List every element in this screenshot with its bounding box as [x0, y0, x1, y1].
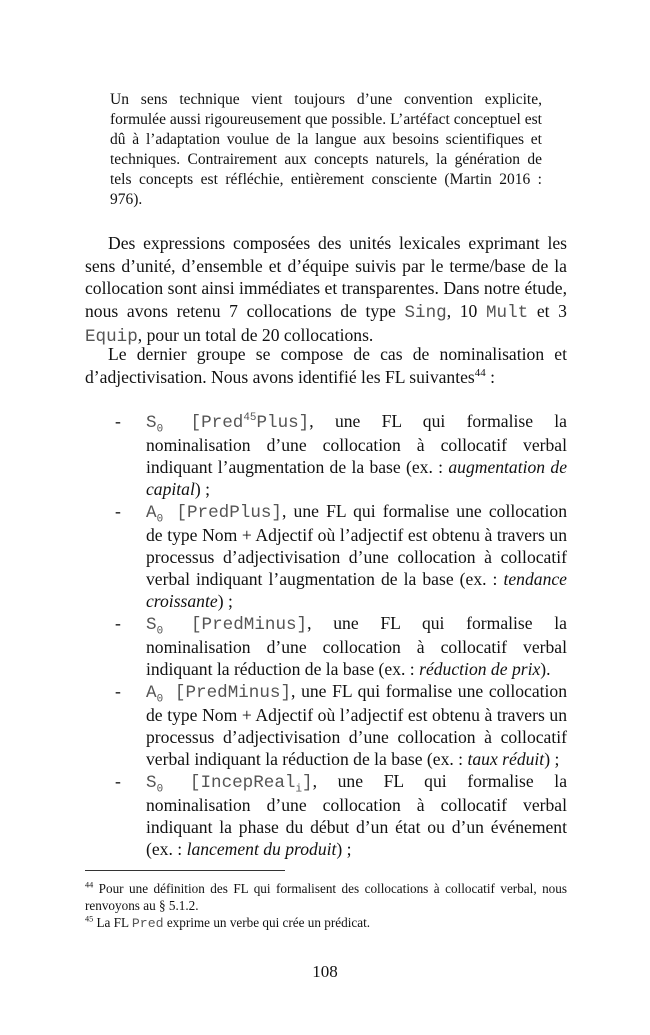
code-pred: Pred	[131, 916, 164, 931]
code-subscript: 0	[156, 513, 164, 526]
code-part: A	[146, 503, 157, 523]
lexical-function-code	[146, 615, 308, 638]
example-term: augmentation de capital	[146, 457, 567, 499]
list-item	[85, 680, 567, 770]
code-part: S	[146, 615, 157, 635]
footnote-divider	[85, 870, 285, 871]
example-term: tendance croissante	[146, 569, 567, 611]
paragraph-collocation-types	[85, 232, 567, 349]
paragraph-text: Des expressions composées des unités lexicales exprimant les sens d’unité, d’ensemble et d’équipe suivis par le terme/base de la collocation sont ainsi immédiates et transparentes. Dans notre étude, nous avons retenu 7 collocations de type	[85, 233, 567, 321]
code-part: [PredMinus]	[163, 683, 292, 703]
code-part: ]	[302, 773, 313, 793]
code-part: A	[146, 683, 157, 703]
list-item-end: ) ;	[336, 839, 352, 859]
lexical-function-code	[146, 683, 292, 706]
bullet-dash: -	[115, 613, 121, 633]
footnote-text: Pour une définition des FL qui formalisent des collocations à collocatif verbal, nous renvoyons au § 5.1.2.	[85, 881, 567, 913]
footnote-number: 45	[85, 914, 94, 924]
quote-text: Un sens technique vient toujours d’une convention explicite, formulée aussi rigoureusement que possible. L’artéfact conceptuel est dû à l’adaptation voulue de la langue aux besoins scientifiques et techniques. Contrairement aux concepts naturels, la génération de tels concepts est réfléchie, entièrement consciente (Martin 2016 : 976).	[110, 91, 542, 208]
bullet-dash: -	[115, 411, 121, 431]
list-item-end: ) ;	[194, 479, 211, 499]
code-sing: Sing	[404, 302, 447, 323]
footnote-44	[85, 880, 567, 914]
code-part: [Pred	[163, 413, 244, 433]
code-equip: Equip	[85, 327, 138, 347]
list-item-text: , une FL qui formalise la nominalisation d’une collocation à collocatif verbal indiquant la phase du début d’un état ou d’un événement (ex. :	[146, 771, 568, 859]
example-term: réduction de prix	[419, 659, 541, 679]
footnote-45	[85, 914, 567, 932]
paragraph-text: , 10	[446, 300, 486, 321]
list-item-text: , une FL qui formalise une collocation de type Nom + Adjectif où l’adjectif est obtenu à travers un processus d’adjectivisation d’une collocation à collocatif verbal indiquant la réduction de la base (ex. :	[146, 681, 568, 769]
example-term: lancement du produit	[186, 839, 337, 859]
block-quote	[110, 90, 542, 210]
code-subscript: 0	[156, 423, 164, 436]
page-number: 108	[312, 962, 338, 981]
list-item	[85, 410, 567, 500]
code-subscript: 0	[156, 783, 164, 796]
list-item-text: , une FL qui formalise une collocation de type Nom + Adjectif où l’adjectif est obtenu à travers un processus d’adjectivisation d’une collocation à collocatif verbal indiquant l’augmentation de la base (ex. :	[146, 501, 568, 589]
paragraph-text: :	[485, 366, 495, 387]
lexical-function-list	[85, 410, 567, 860]
code-part: [IncepReal	[163, 773, 296, 793]
list-item	[85, 612, 567, 680]
code-part: Plus]	[256, 413, 310, 433]
code-mult: Mult	[485, 302, 529, 323]
footnote-ref-44[interactable]: 44	[474, 366, 486, 379]
bullet-dash: -	[115, 501, 121, 521]
code-part: S	[146, 773, 157, 793]
lexical-function-code	[146, 773, 313, 796]
footnote-text: exprime un verbe qui crée un prédicat.	[163, 915, 371, 930]
code-part: S	[146, 413, 157, 433]
footnotes	[85, 880, 567, 932]
list-item-end: ) ;	[544, 749, 560, 769]
footnote-ref-45[interactable]: 45	[243, 412, 257, 425]
paragraph-last-group	[85, 343, 567, 388]
list-item-text: , une FL qui formalise la nominalisation d’une collocation à collocatif verbal indiquant l’augmentation de la base (ex. :	[146, 411, 567, 477]
lexical-function-code	[146, 503, 282, 526]
code-subscript: 0	[156, 693, 164, 706]
list-item-end: ) ;	[217, 591, 233, 611]
code-subscript: i	[295, 783, 303, 796]
paragraph-text: et 3	[528, 300, 567, 321]
code-subscript: 0	[156, 625, 164, 638]
code-part: [PredMinus]	[163, 615, 308, 635]
bullet-dash: -	[115, 771, 121, 791]
code-part: [PredPlus]	[163, 503, 282, 523]
list-item	[85, 770, 567, 860]
paragraph-text: Le dernier groupe se compose de cas de nominalisation et d’adjectivisation. Nous avons identifié les FL suivantes	[85, 344, 567, 387]
list-item-end: ).	[540, 659, 551, 679]
paragraph-text: , pour un total de 20 collocations.	[137, 325, 374, 345]
list-item-text: , une FL qui formalise la nominalisation d’une collocation à collocatif verbal indiquant la réduction de la base (ex. :	[146, 613, 567, 679]
footnote-number: 44	[85, 880, 94, 890]
footnote-text: La FL	[93, 915, 132, 930]
list-item	[85, 500, 567, 612]
bullet-dash: -	[115, 681, 121, 701]
lexical-function-code	[146, 412, 310, 436]
example-term: taux réduit	[467, 749, 545, 769]
